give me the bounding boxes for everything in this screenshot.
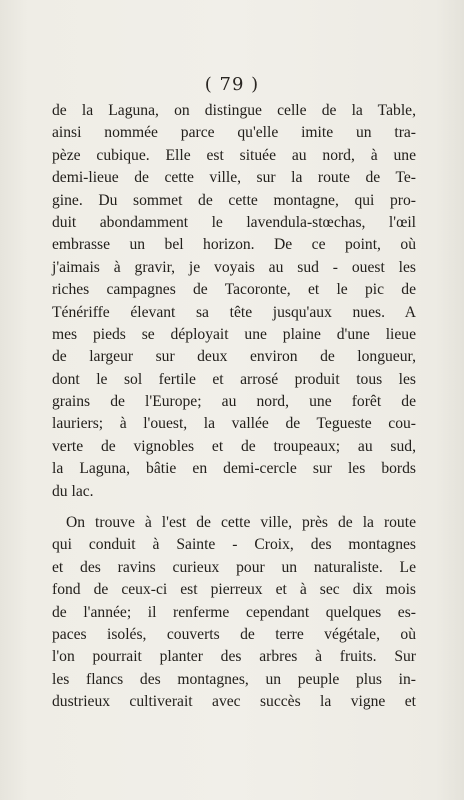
text-line: de largeur sur deux environ de longueur, (52, 348, 416, 366)
text-line: la Laguna, bâtie en demi-cercle sur les bords (52, 460, 416, 478)
text-line: j'aimais à gravir, je voyais au sud - ouest les (52, 258, 416, 276)
text-line: Ténériffe élevant sa tête jusqu'aux nues. A (52, 303, 416, 321)
text-line: grains de l'Europe; au nord, une forêt de (52, 393, 416, 411)
text-line: et des ravins curieux pour un naturaliste. Le (52, 558, 416, 576)
text-line: pèze cubique. Elle est située au nord, à une (52, 146, 416, 164)
text-line: mes pieds se déployait une plaine d'une lieue (52, 325, 416, 343)
body-text (52, 100, 416, 714)
text-line: dustrieux cultiverait avec succès la vigne et (52, 693, 416, 711)
text-line: paces isolés, couverts de terre végétale, où (52, 625, 416, 643)
text-line: dont le sol fertile et arrosé produit tous les (52, 370, 416, 388)
paragraph (52, 100, 416, 503)
text-line: ainsi nommée parce qu'elle imite un tra- (52, 124, 416, 142)
text-line: riches campagnes de Tacoronte, et le pic de (52, 281, 416, 299)
text-line: de l'année; il renferme cependant quelques es- (52, 603, 416, 621)
paragraph (52, 512, 416, 714)
text-line: du lac. (52, 482, 94, 500)
paragraph-gap (52, 503, 416, 512)
text-line: qui conduit à Sainte - Croix, des montagnes (52, 536, 416, 554)
text-line: demi-lieue de cette ville, sur la route de Te- (52, 169, 416, 187)
text-line: duit abondamment le lavendula-stœchas, l'œil (52, 213, 416, 231)
text-line: embrasse un bel horizon. De ce point, où (52, 236, 416, 254)
text-line: fond de ceux-ci est pierreux et à sec dix mois (52, 581, 416, 599)
text-line: de la Laguna, on distingue celle de la Table, (52, 102, 416, 119)
text-line: On trouve à l'est de cette ville, près de la route (66, 514, 416, 532)
text-line: les flancs des montagnes, un peuple plus in- (52, 670, 416, 688)
page-number: ( 79 ) (204, 74, 260, 95)
text-line: l'on pourrait planter des arbres à fruits. Sur (52, 648, 416, 666)
text-line: verte de vignobles et de troupeaux; au sud, (52, 437, 416, 455)
text-line: gine. Du sommet de cette montagne, qui pro- (52, 191, 416, 209)
text-line: lauriers; à l'ouest, la vallée de Tegueste cou- (52, 415, 416, 433)
